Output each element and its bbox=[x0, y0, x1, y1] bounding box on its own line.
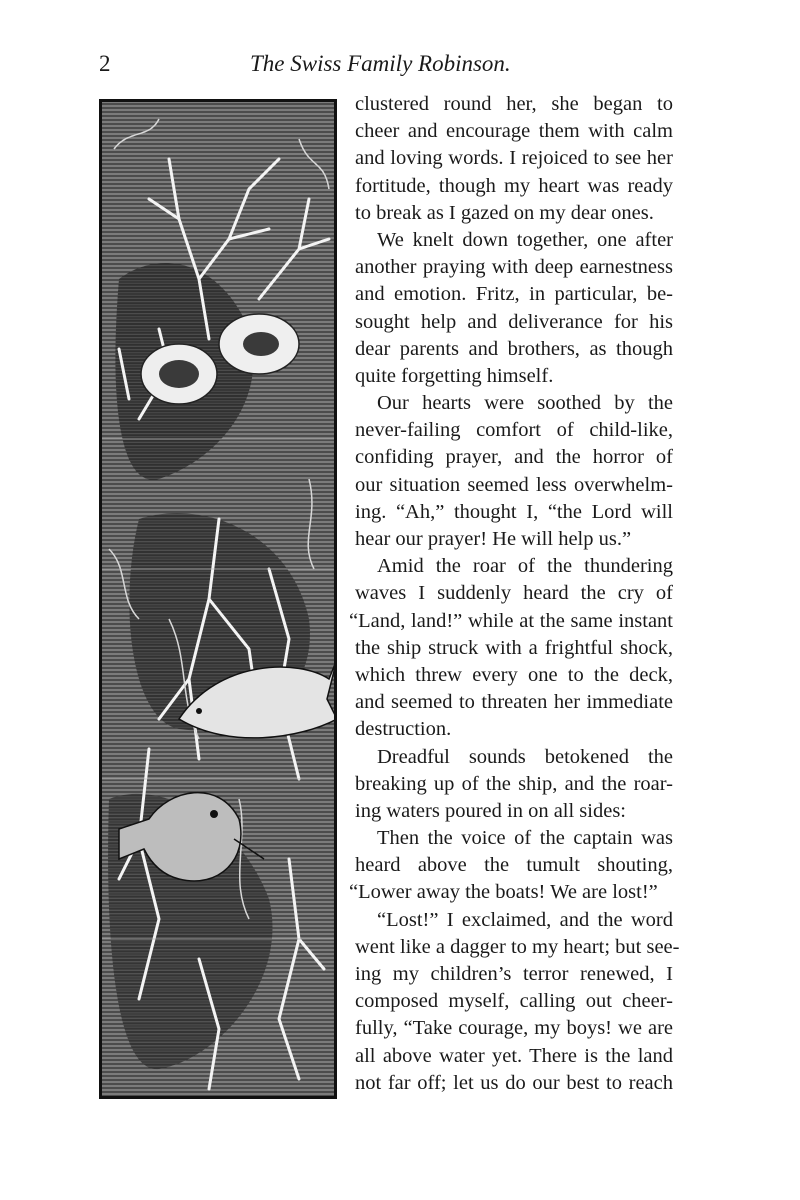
text-line: fully, “Take courage, my boys! we are bbox=[355, 1017, 673, 1040]
text-line: dear parents and brothers, as though bbox=[355, 337, 673, 360]
body-text bbox=[349, 91, 680, 1097]
text-line: We knelt down together, one after bbox=[377, 228, 673, 251]
page-number: 2 bbox=[99, 51, 111, 76]
text-line: Amid the roar of the thundering bbox=[377, 555, 673, 578]
text-line: heard above the tumult shouting, bbox=[355, 854, 673, 877]
text-line: never-failing comfort of child-like, bbox=[355, 419, 673, 442]
text-line: ing my children’s terror renewed, I bbox=[355, 963, 673, 985]
anemone-left bbox=[141, 344, 217, 404]
text-line: and loving words. I rejoiced to see her bbox=[355, 147, 673, 170]
text-line: another praying with deep earnestness bbox=[355, 256, 673, 279]
text-line: clustered round her, she began to bbox=[355, 93, 673, 115]
text-line: which threw every one to the deck, bbox=[355, 663, 673, 686]
text-line: “Lost!” I exclaimed, and the word bbox=[377, 908, 673, 931]
text-line: ing waters poured in on all sides: bbox=[355, 799, 627, 822]
text-line: went like a dagger to my heart; but see- bbox=[355, 935, 680, 958]
text-line: Dreadful sounds betokened the bbox=[377, 745, 673, 768]
text-line: and emotion. Fritz, in particular, be- bbox=[355, 283, 673, 306]
text-line: ing. “Ah,” thought I, “the Lord will bbox=[355, 500, 673, 523]
anemone-right bbox=[219, 314, 299, 374]
text-line: cheer and encourage them with calm bbox=[355, 120, 673, 143]
text-line: confiding prayer, and the horror of bbox=[355, 446, 673, 469]
text-line: the ship struck with a frightful shock, bbox=[355, 636, 673, 659]
text-line: destruction. bbox=[355, 718, 452, 741]
text-line: all above water yet. There is the land bbox=[355, 1044, 673, 1067]
text-line: composed myself, calling out cheer- bbox=[355, 990, 673, 1013]
underwater-illustration bbox=[99, 99, 337, 1099]
running-title: The Swiss Family Robinson. bbox=[250, 51, 511, 76]
text-line: hear our prayer! He will help us.” bbox=[355, 528, 632, 550]
text-line: to break as I gazed on my dear ones. bbox=[355, 201, 654, 224]
text-line: and seemed to threaten her immediate bbox=[355, 691, 673, 714]
text-line: “Land, land!” while at the same instant bbox=[349, 609, 673, 632]
text-line: Our hearts were soothed by the bbox=[377, 392, 673, 415]
text-line: sought help and deliverance for his bbox=[355, 310, 673, 333]
text-line: not far off; let us do our best to reach bbox=[355, 1071, 673, 1094]
text-line: breaking up of the ship, and the roar- bbox=[355, 772, 673, 795]
text-line: our situation seemed less overwhelm- bbox=[355, 473, 673, 496]
text-line: “Lower away the boats! We are lost!” bbox=[349, 881, 658, 904]
text-line: waves I suddenly heard the cry of bbox=[355, 582, 673, 605]
text-line: quite forgetting himself. bbox=[355, 364, 554, 387]
text-line: fortitude, though my heart was ready bbox=[355, 174, 673, 197]
text-line: Then the voice of the captain was bbox=[377, 827, 673, 850]
